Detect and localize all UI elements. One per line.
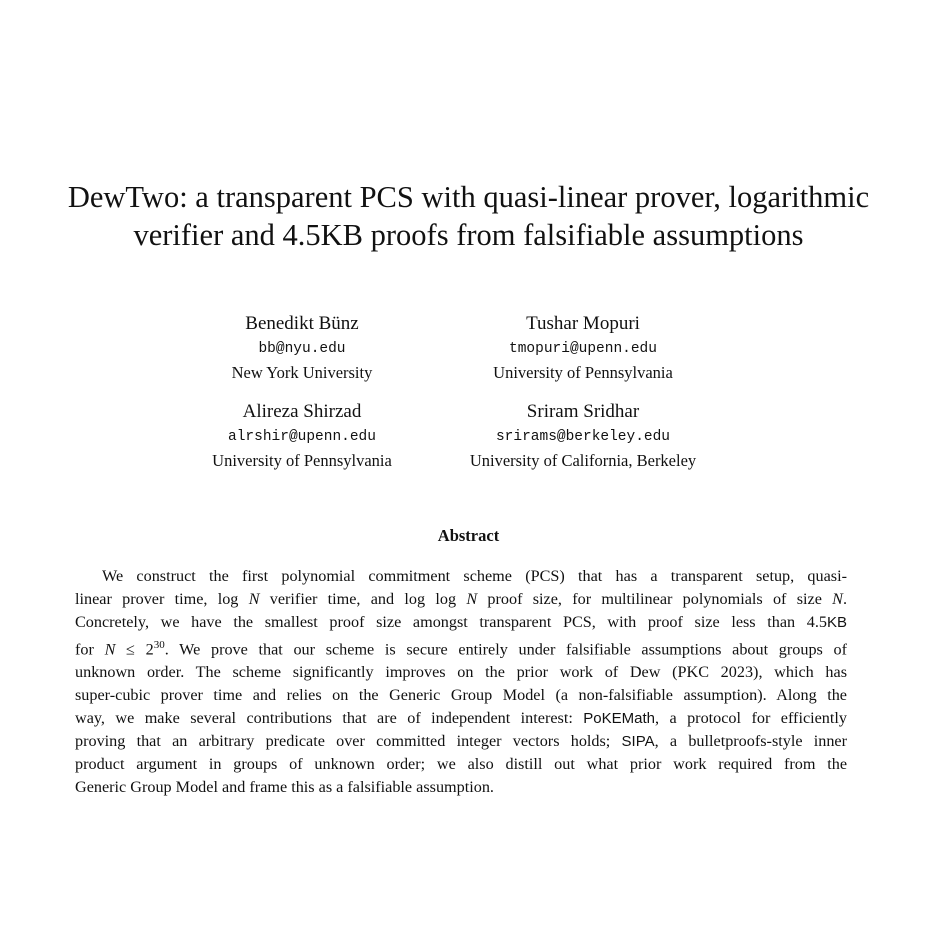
math-number: 4.5 (806, 613, 827, 631)
math-leq: ≤ 2 (115, 640, 154, 659)
math-variable: N (248, 590, 260, 608)
abstract-segment: product argument in groups of unknown order; we also distill out what prior work required from the (75, 755, 847, 774)
abstract-text (75, 565, 847, 799)
author-affiliation: University of Pennsylvania (212, 451, 392, 470)
author-name: Tushar Mopuri (526, 313, 640, 334)
abstract-line (75, 565, 847, 588)
author-affiliation: University of Pennsylvania (493, 363, 673, 382)
abstract-segment: Concretely, we have the smallest proof size amongst transparent PCS, with proof size less than (75, 613, 807, 631)
abstract-segment: Generic Group Model and frame this as a falsifiable assumption. (75, 778, 494, 797)
abstract-segment: for (75, 640, 105, 659)
author-block (152, 401, 452, 471)
abstract-segment: , a protocol for efficiently (654, 709, 847, 728)
unit-label: KB (826, 614, 847, 631)
title-line-1: DewTwo: a transparent PCS with quasi-linear prover, logarithmic (67, 180, 870, 214)
abstract-segment: We construct the first polynomial commitment scheme (PCS) that has a transparent setup, quasi- (102, 567, 847, 585)
abstract-line (75, 684, 847, 707)
author-block (433, 401, 733, 471)
author-block (433, 313, 733, 383)
abstract-line (75, 661, 847, 684)
author-email: srirams@berkeley.edu (495, 429, 671, 445)
math-loglog: log log (404, 590, 457, 608)
math-log: log (217, 590, 239, 608)
author-email: tmopuri@upenn.edu (509, 341, 657, 357)
author-name: Sriram Sridhar (526, 401, 640, 422)
math-variable: N (104, 640, 116, 659)
abstract-line (75, 588, 847, 611)
abstract-segment: proof size, for multilinear polynomials of size (477, 590, 833, 608)
author-name: Benedikt Bünz (245, 313, 359, 334)
abstract-line (75, 730, 847, 753)
abstract-segment: linear prover time, (75, 590, 218, 608)
abstract-segment: , a bulletproofs-style inner (654, 732, 847, 751)
paper-title (20, 178, 917, 254)
abstract-segment: . We prove that our scheme is secure entirely under falsifiable assumptions about groups of (164, 640, 847, 659)
abstract-segment: super-cubic prover time and relies on the Generic Group Model (a non-falsifiable assumption). Along the (75, 686, 847, 705)
abstract-line (75, 707, 847, 730)
abstract-line (75, 634, 847, 661)
abstract-segment: proving that an arbitrary predicate over committed integer vectors holds; (75, 732, 622, 751)
author-email: bb@nyu.edu (258, 341, 346, 357)
author-affiliation: University of California, Berkeley (469, 451, 697, 470)
protocol-name: SIPA (621, 733, 655, 751)
protocol-name: PoKEMath (583, 710, 655, 728)
abstract-segment: unknown order. The scheme significantly improves on the prior work of Dew (PKC 2023), which has (75, 663, 847, 682)
abstract-line (75, 776, 847, 799)
math-exponent: 30 (153, 639, 165, 651)
author-affiliation: New York University (231, 363, 373, 382)
author-name: Alireza Shirzad (242, 401, 362, 422)
math-variable: N (832, 590, 843, 608)
abstract-line (75, 753, 847, 776)
abstract-line (75, 611, 847, 634)
math-variable: N (466, 590, 478, 608)
abstract-segment: . (842, 590, 847, 608)
author-block (152, 313, 452, 383)
author-email: alrshir@upenn.edu (228, 429, 376, 445)
abstract-segment: way, we make several contributions that are of independent interest: (75, 709, 584, 728)
abstract-segment: verifier time, and (259, 590, 405, 608)
title-line-2: verifier and 4.5KB proofs from falsifiable assumptions (133, 218, 804, 252)
abstract-heading: Abstract (437, 526, 500, 545)
